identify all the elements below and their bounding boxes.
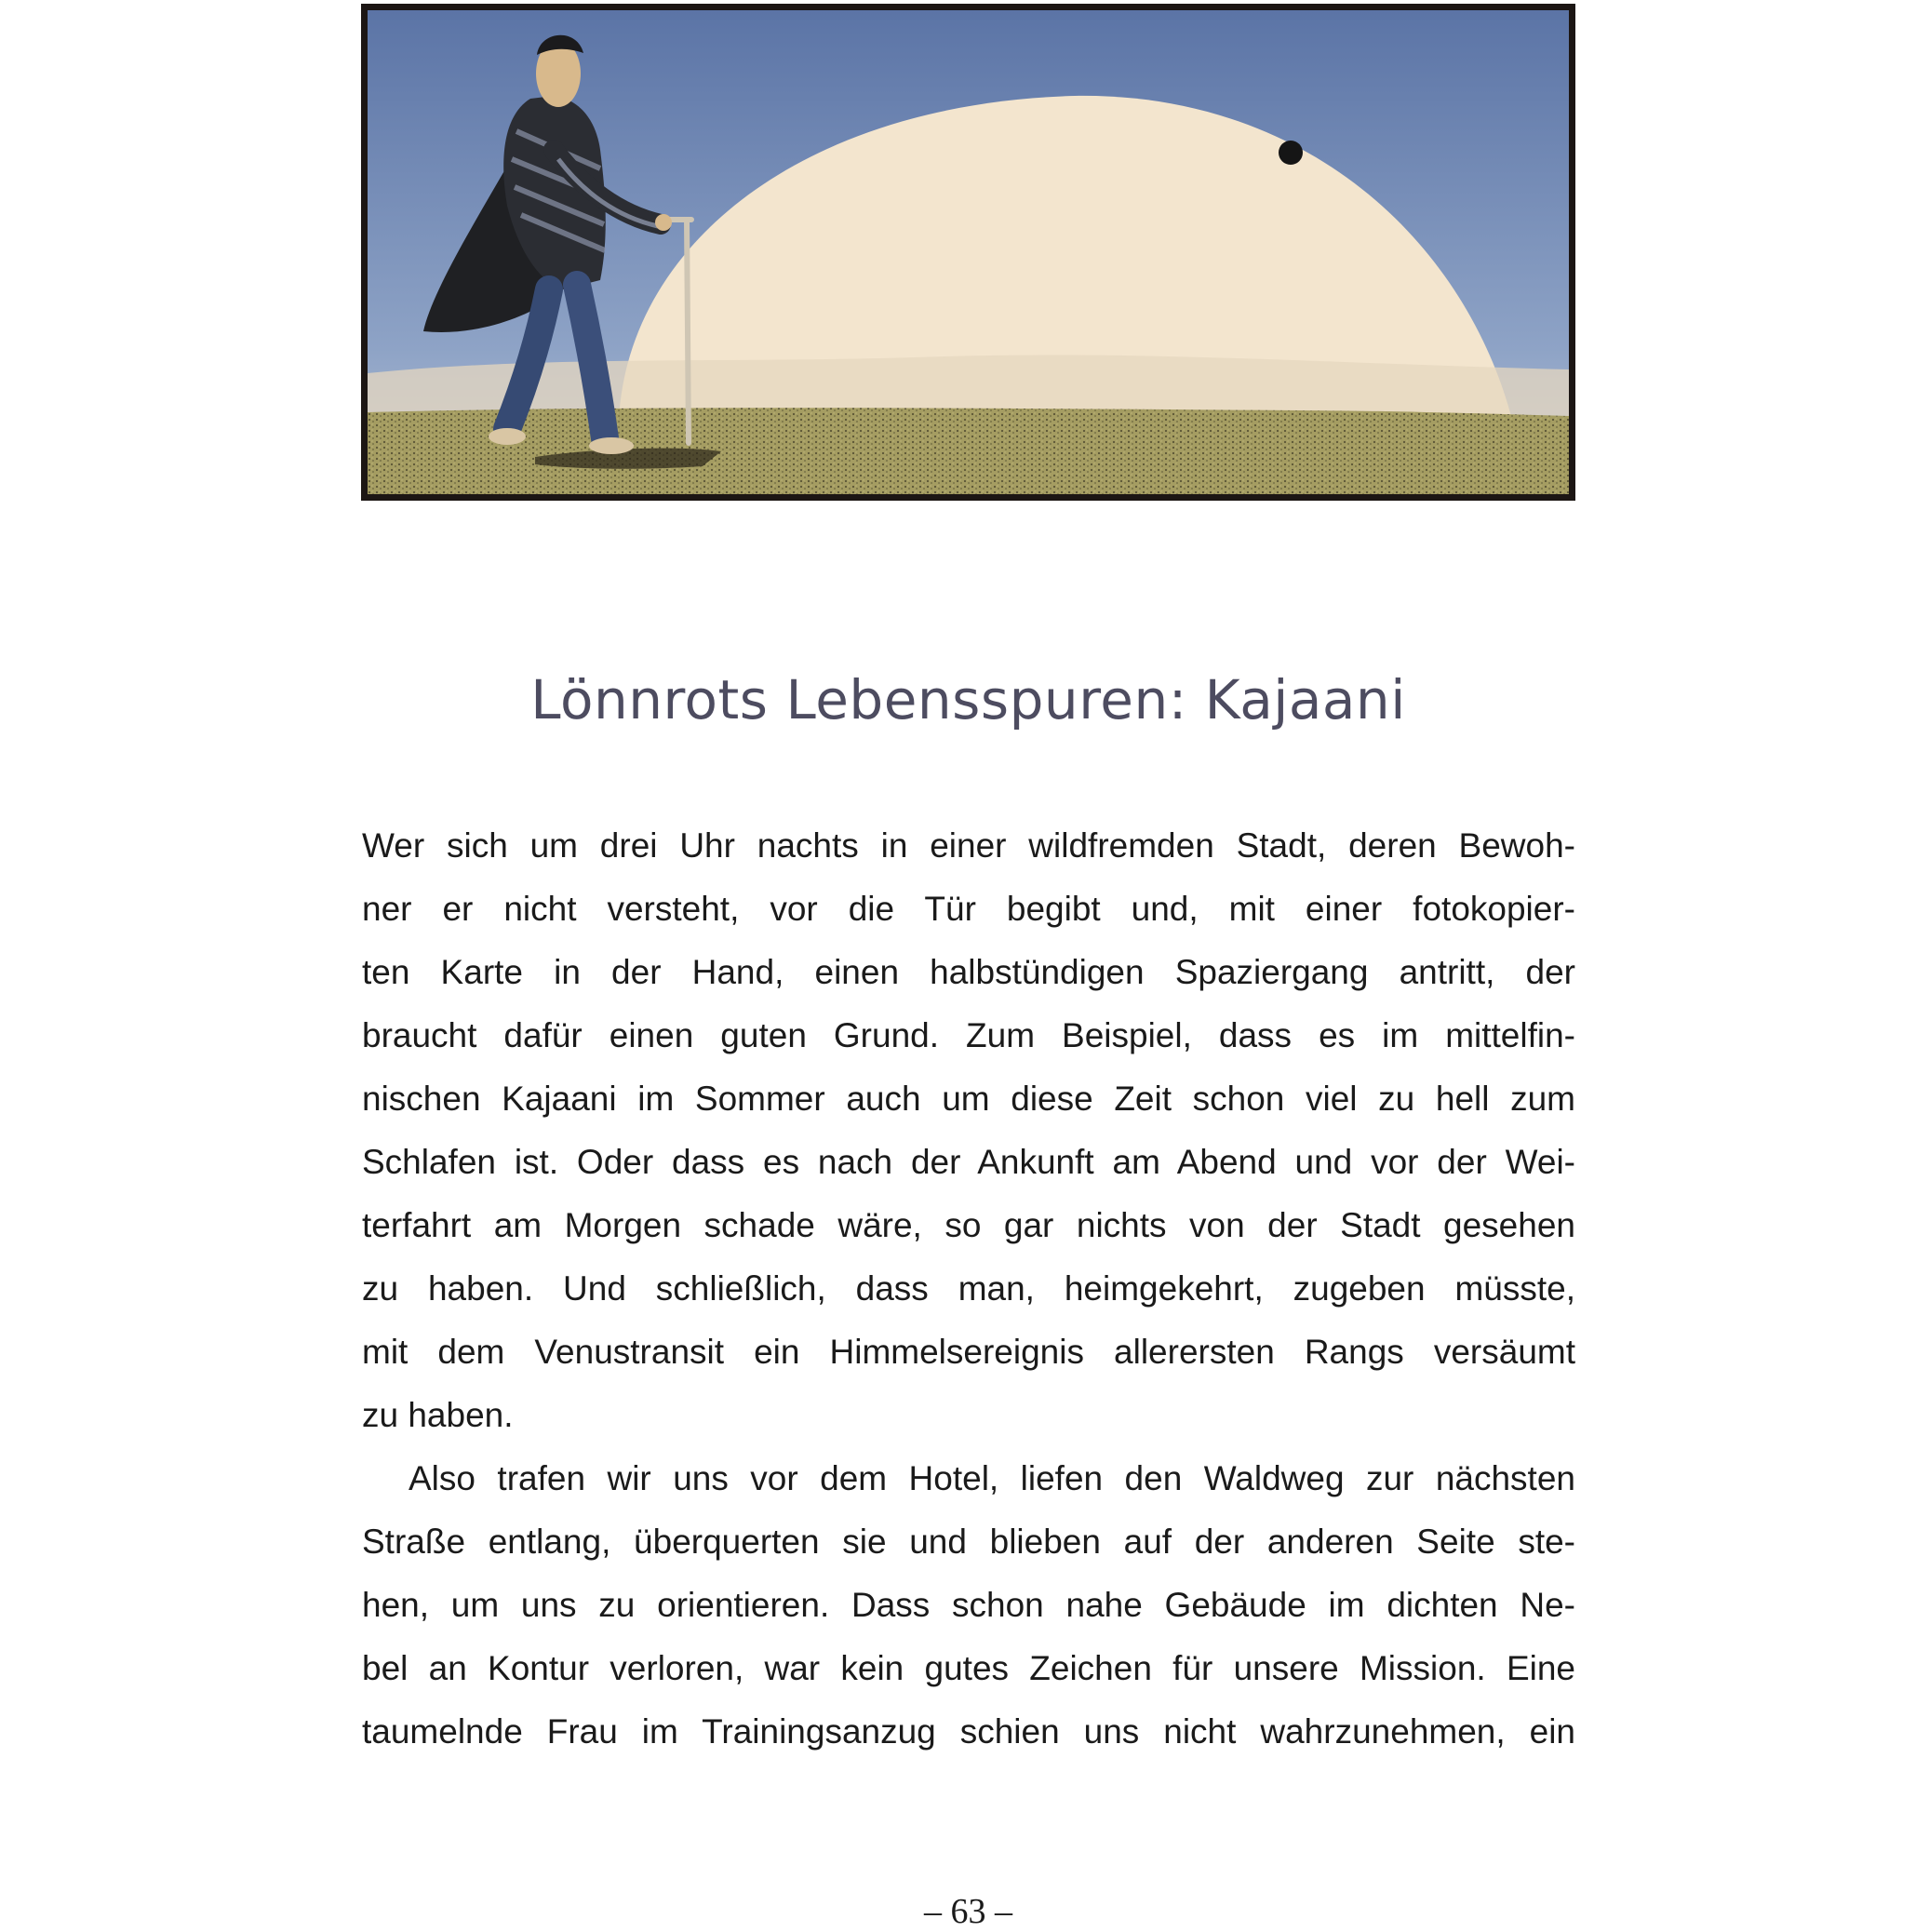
text-line: ner er nicht versteht, vor die Tür begibt und, mit einer fotokopier- xyxy=(362,890,1575,928)
venus-dot xyxy=(1279,141,1303,165)
text-line: Straße entlang, überquerten sie und blieben auf der anderen Seite ste- xyxy=(362,1523,1575,1561)
text-line: Schlafen ist. Oder dass es nach der Ankunft am Abend und vor der Wei- xyxy=(362,1143,1575,1181)
text-line: Wer sich um drei Uhr nachts in einer wildfremden Stadt, deren Bewoh- xyxy=(362,826,1575,865)
page-number: – 63 – xyxy=(924,1892,1012,1931)
text-line: hen, um uns zu orientieren. Dass schon nahe Gebäude im dichten Ne- xyxy=(362,1586,1575,1624)
body-text xyxy=(362,814,1575,1764)
chapter-illustration xyxy=(361,4,1575,501)
text-line: zu haben. xyxy=(362,1396,514,1434)
text-line: terfahrt am Morgen schade wäre, so gar nichts von der Stadt gesehen xyxy=(362,1206,1575,1244)
text-line: mit dem Venustransit ein Himmelsereignis allerersten Rangs versäumt xyxy=(362,1333,1575,1371)
text-line: bel an Kontur verloren, war kein gutes Zeichen für unsere Mission. Eine xyxy=(362,1649,1575,1687)
chapter-title: Lönnrots Lebensspuren: Kajaani xyxy=(530,668,1406,731)
text-line: Also trafen wir uns vor dem Hotel, liefen den Waldweg zur nächsten xyxy=(409,1459,1575,1497)
text-line: nischen Kajaani im Sommer auch um diese Zeit schon viel zu hell zum xyxy=(362,1080,1575,1118)
text-line: taumelnde Frau im Trainingsanzug schien uns nicht wahrzunehmen, ein xyxy=(362,1712,1575,1751)
text-line: zu haben. Und schließlich, dass man, heimgekehrt, zugeben müsste, xyxy=(362,1269,1575,1308)
text-line: ten Karte in der Hand, einen halbstündigen Spaziergang antritt, der xyxy=(362,953,1575,991)
text-line: braucht dafür einen guten Grund. Zum Beispiel, dass es im mittelfin- xyxy=(362,1016,1575,1054)
woodcut-walker-sun-image xyxy=(368,10,1569,494)
